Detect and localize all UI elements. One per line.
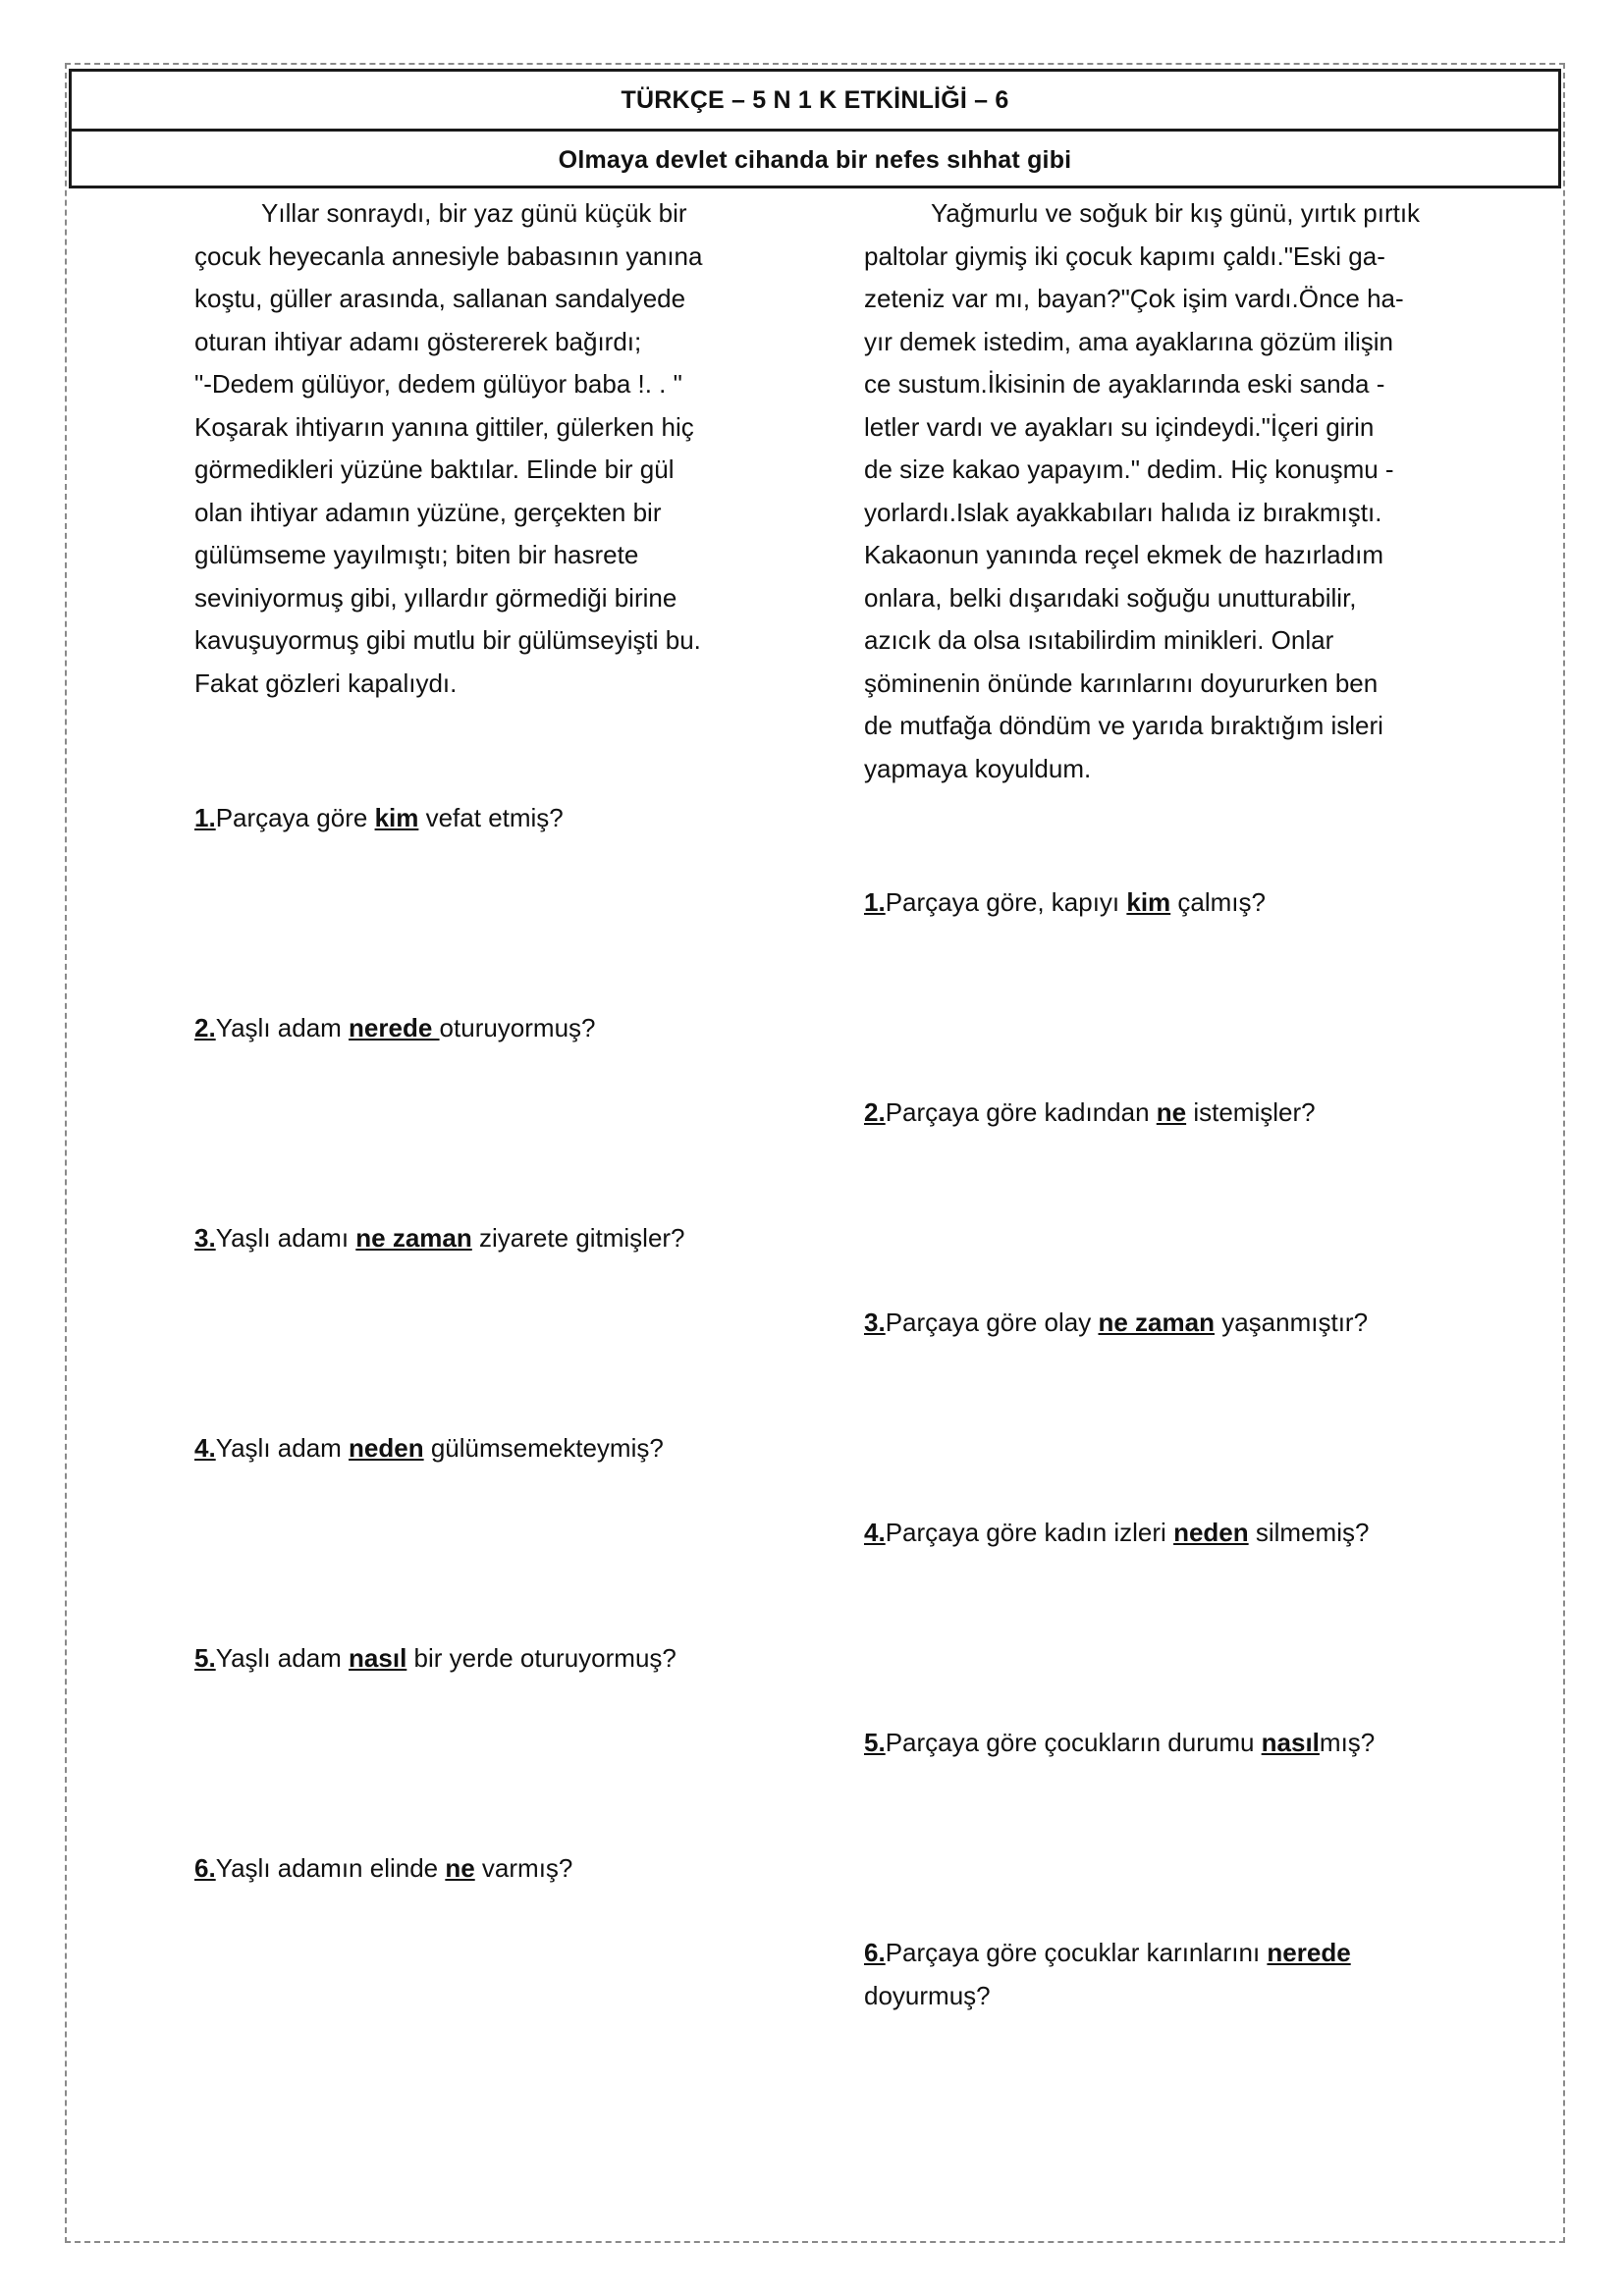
question-text: varmış? [474,1853,573,1883]
passage-line: koştu, güller arasında, sallanan sandalyede [194,284,686,313]
question-text: silmemiş? [1248,1518,1370,1547]
question-number: 4. [864,1518,886,1547]
question-keyword: kim [374,803,419,832]
passage-line: şöminenin önünde karınlarını doyururken ben [864,667,1379,698]
right-question-5 [864,1722,1375,1765]
question-keyword: nasıl [1261,1728,1320,1757]
passage-line: onlara, belki dışarıdaki soğuğu unutturabilir, [864,582,1357,613]
passage-line: Yağmurlu ve soğuk bir kış günü, yırtık pırtık [931,198,1421,228]
question-keyword: ne zaman [355,1223,472,1253]
question-text: yaşanmıştır? [1214,1308,1369,1337]
question-text: vefat etmiş? [418,803,564,832]
left-question-2 [194,1007,596,1050]
question-text: Yaşlı adam [215,1643,350,1673]
question-text: Parçaya göre çocuklar karınlarını [885,1938,1268,1967]
question-keyword: kim [1126,887,1171,917]
question-text: Parçaya göre kadından [885,1097,1157,1127]
right-question-4 [864,1512,1369,1555]
passage-line: ce sustum.İkisinin de ayaklarında eski sanda - [864,369,1385,399]
passage-line: yapmaya koyuldum. [864,753,1092,783]
passage-line: oturan ihtiyar adamı göstererek bağırdı; [194,326,642,356]
question-keyword: nerede [349,1013,440,1042]
question-number: 3. [864,1308,886,1337]
question-text: bir yerde oturuyormuş? [406,1643,677,1673]
worksheet-header [69,69,1561,188]
passage-line: yorlardı.Islak ayakkabıları halıda iz bırakmıştı. [864,497,1382,527]
left-passage [194,192,774,705]
passage-line: yır demek istedim, ama ayaklarına gözüm ilişin [864,326,1393,356]
passage-line: Fakat gözleri kapalıydı. [194,667,458,698]
question-keyword: ne [445,1853,475,1883]
question-number: 1. [194,803,216,832]
question-text: gülümsemekteymiş? [423,1433,664,1463]
worksheet-subtitle: Olmaya devlet cihanda bir nefes sıhhat gibi [72,129,1558,188]
passage-line: seviniyormuş gibi, yıllardır görmediği birine [194,582,677,613]
question-keyword: neden [1173,1518,1249,1547]
question-text-continued: doyurmuş? [864,1980,991,2010]
question-number: 3. [194,1223,216,1253]
right-passage [864,192,1453,790]
question-text: çalmış? [1170,887,1266,917]
right-question-3 [864,1302,1368,1345]
passage-line: letler vardı ve ayakları su içindeydi."İçeri girin [864,411,1375,442]
question-text: Parçaya göre [215,803,375,832]
passage-line: olan ihtiyar adamın yüzüne, gerçekten bir [194,497,662,527]
right-question-6 [864,1932,1351,2017]
passage-line: azıcık da olsa ısıtabilirdim minikleri. Onlar [864,625,1334,655]
question-number: 6. [194,1853,216,1883]
question-text: istemişler? [1186,1097,1316,1127]
question-text: Yaşlı adam [215,1433,350,1463]
question-keyword: neden [349,1433,424,1463]
question-number: 6. [864,1938,886,1967]
question-keyword: nasıl [349,1643,407,1673]
question-number: 1. [864,887,886,917]
worksheet-title: TÜRKÇE – 5 N 1 K ETKİNLİĞİ – 6 [621,85,1009,114]
passage-line: Yıllar sonraydı, bir yaz günü küçük bir [261,198,687,228]
passage-line: zeteniz var mı, bayan?"Çok işim vardı.Önce ha- [864,284,1404,313]
passage-line: kavuşuyormuş gibi mutlu bir gülümseyişti bu. [194,625,701,655]
question-text: Parçaya göre, kapıyı [885,887,1127,917]
passage-line: Kakaonun yanında reçel ekmek de hazırladım [864,540,1383,569]
question-text: Parçaya göre çocukların durumu [885,1728,1262,1757]
question-number: 2. [864,1097,886,1127]
passage-line: paltolar giymiş iki çocuk kapımı çaldı."Eski ga- [864,240,1385,271]
left-question-6 [194,1847,572,1891]
right-question-1 [864,881,1266,925]
left-question-5 [194,1637,677,1681]
left-question-3 [194,1217,685,1260]
question-text: ziyarete gitmişler? [471,1223,685,1253]
question-text: Parçaya göre olay [885,1308,1099,1337]
question-keyword: ne [1156,1097,1187,1127]
question-text: Yaşlı adamı [215,1223,356,1253]
question-text: oturuyormuş? [439,1013,596,1042]
question-text: Parçaya göre kadın izleri [885,1518,1174,1547]
passage-line: Koşarak ihtiyarın yanına gittiler, gülerken hiç [194,411,694,442]
question-number: 4. [194,1433,216,1463]
passage-line: de size kakao yapayım." dedim. Hiç konuşmu - [864,454,1394,484]
passage-line: de mutfağa döndüm ve yarıda bıraktığım isleri [864,711,1383,740]
question-number: 2. [194,1013,216,1042]
question-text: mış? [1319,1728,1376,1757]
left-question-4 [194,1427,664,1470]
passage-line: çocuk heyecanla annesiyle babasının yanına [194,240,703,271]
passage-line: "-Dedem gülüyor, dedem gülüyor baba !. . " [194,369,682,399]
question-number: 5. [864,1728,886,1757]
question-number: 5. [194,1643,216,1673]
question-text: Yaşlı adam [215,1013,350,1042]
passage-line: gülümseme yayılmıştı; biten bir hasrete [194,540,639,569]
question-text: Yaşlı adamın elinde [215,1853,446,1883]
question-keyword: ne zaman [1098,1308,1215,1337]
right-question-2 [864,1092,1316,1135]
passage-line: görmedikleri yüzüne baktılar. Elinde bir gül [194,454,675,484]
question-keyword: nerede [1267,1938,1351,1967]
left-question-1 [194,797,564,840]
